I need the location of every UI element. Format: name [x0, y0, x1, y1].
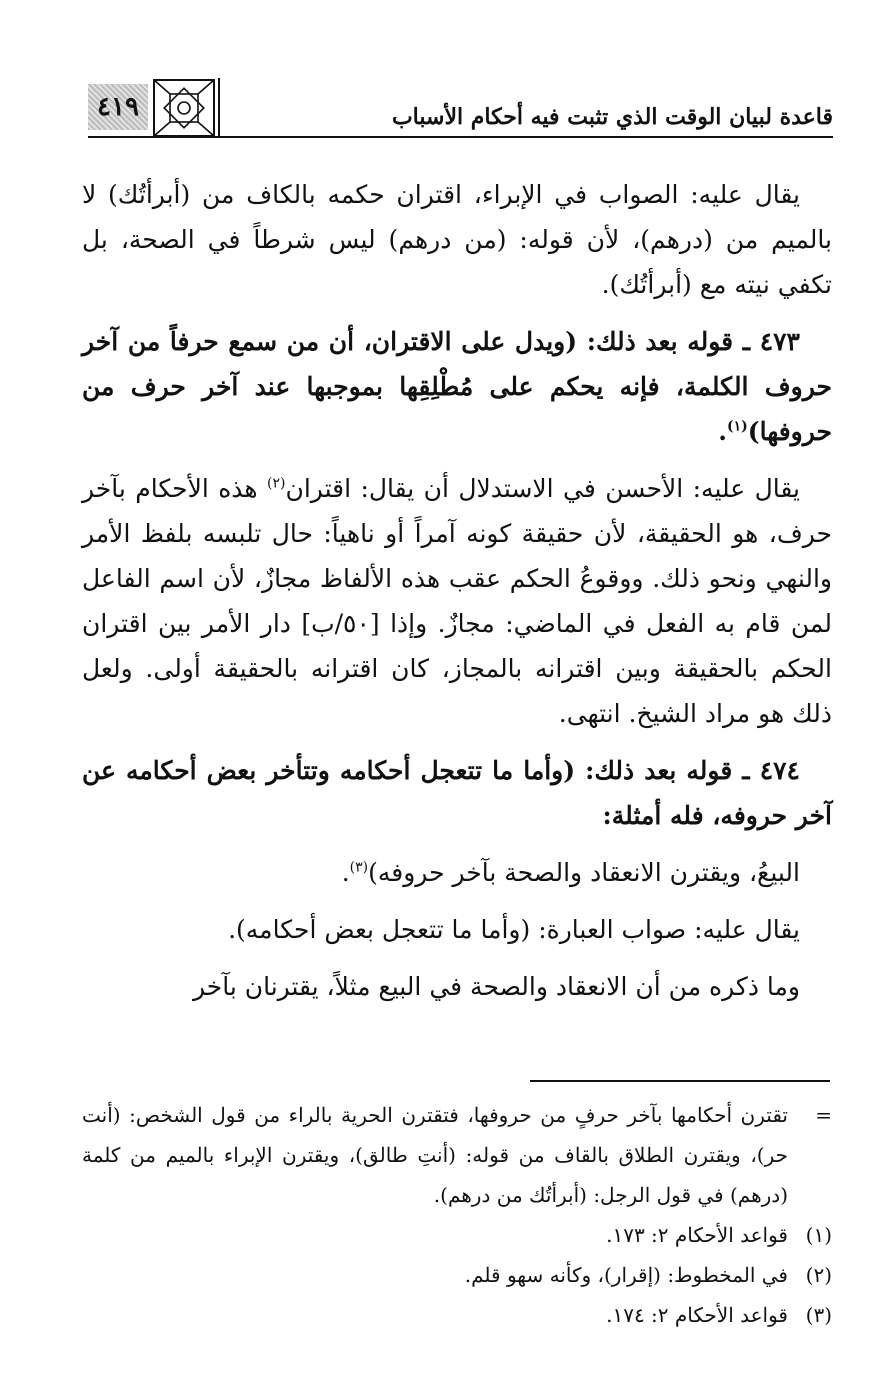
- footnote-separator: [530, 1080, 830, 1082]
- paragraph: [82, 172, 832, 307]
- paragraph: [82, 964, 832, 1009]
- footnote-mark: =: [815, 1103, 832, 1127]
- page-header: [88, 78, 833, 138]
- paragraph-text: وما ذكره من أن الانعقاد والصحة في البيع مثلاً، يقترنان بآخر: [192, 972, 800, 1001]
- footnote-item: [82, 1295, 832, 1335]
- main-text: [82, 172, 832, 1021]
- punctuation: .: [718, 417, 727, 446]
- footnote-ref[interactable]: (٣): [349, 859, 369, 876]
- punctuation: .: [341, 858, 350, 887]
- paragraph: [82, 907, 832, 952]
- section-number: ٤٧٤ ـ قوله بعد ذلك:: [585, 756, 800, 785]
- quoted-text: (ويدل على الاقتران، أن من سمع حرفاً من آخر حروف الكلمة، فإنه يحكم على مُطْلِقِها بموجبها عند آخر حرف من حروفها): [82, 327, 832, 446]
- footnote-ref[interactable]: (٢): [267, 475, 286, 492]
- footnote-text: قواعد الأحكام ٢: ١٧٣.: [606, 1223, 788, 1247]
- paragraph-text: يقال عليه: صواب العبارة: (وأما ما تتعجل بعض أحكامه).: [228, 915, 800, 944]
- paragraph-text: البيعُ، ويقترن الانعقاد والصحة بآخر حروفه): [368, 858, 800, 887]
- paragraph-text: هذه الأحكام بآخر حرف، هو الحقيقة، لأن حقيقة كونه آمراً أو ناهياً: حال تلبسه بلفظ الأمر والنهي ونحو ذلك. ووقوعُ الحكم عقب هذه الألفاظ مجازٌ، لأن اسم الفاعل لمن قام به الفعل في الماضي: مجازٌ. وإذا [٥٠/ب] دار الأمر بين اقتران الحكم بالحقيقة وبين اقترانه بالمجاز، كان اقترانه بالحقيقة أولى. ولعل ذلك هو مراد الشيخ. انتهى.: [82, 474, 832, 728]
- footnote-text: قواعد الأحكام ٢: ١٧٤.: [606, 1303, 788, 1327]
- footnotes: [82, 1095, 832, 1335]
- running-title: قاعدة لبيان الوقت الذي تثبت فيه أحكام الأسباب: [391, 104, 833, 130]
- quoted-section: [82, 319, 832, 454]
- footnote-text: في المخطوط: (إقرار)، وكأنه سهو قلم.: [464, 1263, 788, 1287]
- geometric-star-ornament-icon: [152, 78, 216, 138]
- paragraph: [82, 466, 832, 736]
- quoted-section: [82, 748, 832, 838]
- footnote-ref[interactable]: (١): [726, 418, 748, 435]
- paragraph-text: يقال عليه: الأحسن في الاستدلال أن يقال: اقتران: [285, 474, 800, 503]
- section-number: ٤٧٣ ـ قوله بعد ذلك:: [586, 327, 800, 356]
- footnote-item: [82, 1095, 832, 1215]
- footnote-mark: (٢): [805, 1263, 832, 1287]
- footnote-item: [82, 1255, 832, 1295]
- footnote-text: تقترن أحكامها بآخر حرفٍ من حروفها، فتقترن الحرية بالراء من قول الشخص: (أنت حر)، ويقترن الطلاق بالقاف من قوله: (أنتِ طالق)، ويقترن الإبراء بالميم من كلمة (درهم) في قول الرجل: (أبرأتُك من درهم).: [82, 1103, 788, 1207]
- paragraph: [82, 850, 832, 895]
- quoted-text: (وأما ما تتعجل أحكامه وتتأخر بعض أحكامه عن آخر حروفه، فله أمثلة:: [82, 756, 832, 830]
- header-divider: [218, 78, 220, 138]
- footnote-mark: (١): [805, 1223, 832, 1247]
- footnote-mark: (٣): [805, 1303, 832, 1327]
- page-number: ٤١٩: [88, 84, 148, 130]
- header-rule: [88, 136, 833, 138]
- paragraph-text: يقال عليه: الصواب في الإبراء، اقتران حكمه بالكاف من (أبرأتُك) لا بالميم من (درهم)، لأن قوله: (من درهم) ليس شرطاً في الصحة، بل تكفي نيته مع (أبرأتُك).: [82, 180, 832, 299]
- footnote-item: [82, 1215, 832, 1255]
